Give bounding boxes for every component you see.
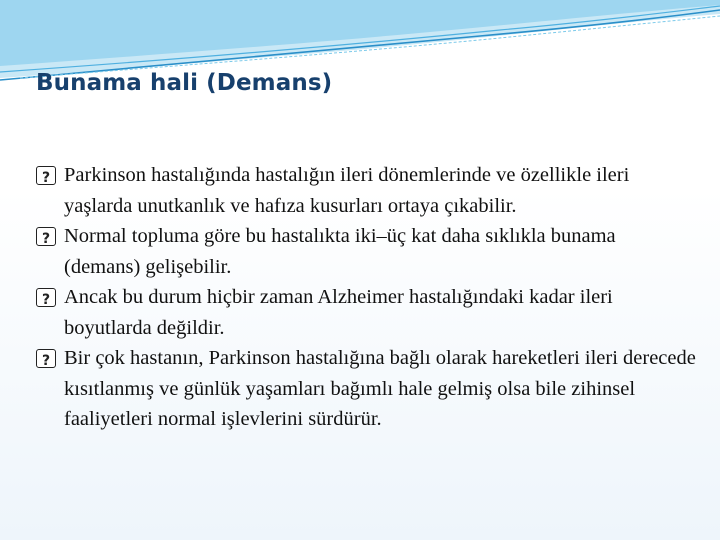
missing-glyph-box-icon xyxy=(36,349,56,368)
bullet-item xyxy=(36,221,696,282)
bullet-list xyxy=(36,160,696,435)
missing-glyph-box-icon xyxy=(36,288,56,307)
bullet-text: Bir çok hastanın, Parkinson hastalığına bağlı olarak hareketleri ileri derecede kısıtlanmış ve günlük yaşamları bağımlı hale gelmiş olsa bile zihinsel faaliyetleri normal işlevlerini sürdürür. xyxy=(64,347,696,430)
wave-fill-mid xyxy=(0,0,720,66)
bullet-item xyxy=(36,282,696,343)
bullet-text: Ancak bu durum hiçbir zaman Alzheimer hastalığındaki kadar ileri boyutlarda değildir. xyxy=(64,286,613,339)
bullet-text: Normal topluma göre bu hastalıkta iki–üç kat daha sıklıkla bunama (demans) gelişebilir. xyxy=(64,225,616,278)
bullet-item xyxy=(36,160,696,221)
missing-glyph-box-icon xyxy=(36,166,56,185)
slide-title: Bunama hali (Demans) xyxy=(36,70,333,96)
missing-glyph-box-icon xyxy=(36,227,56,246)
bullet-text: Parkinson hastalığında hastalığın ileri dönemlerinde ve özellikle ileri yaşlarda unutkanlık ve hafıza kusurları ortaya çıkabilir. xyxy=(64,164,630,217)
bullet-item xyxy=(36,343,696,435)
